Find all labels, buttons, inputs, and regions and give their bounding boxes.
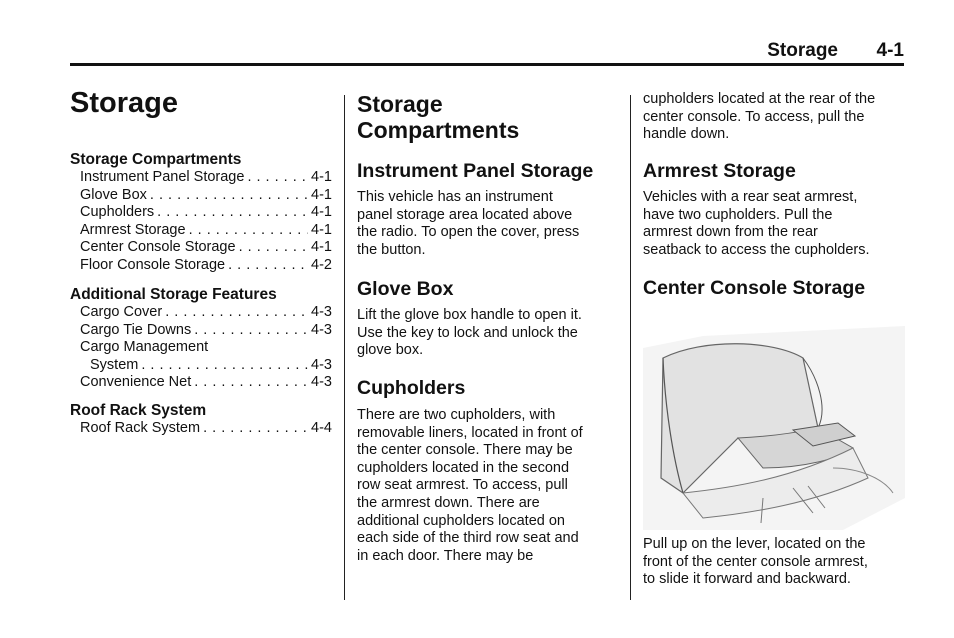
center-console-section xyxy=(643,276,905,300)
toc-entry[interactable]: Roof Rack System . . . 4-4 xyxy=(70,420,332,438)
toc-group-additional-storage xyxy=(70,286,332,392)
page-title: Storage xyxy=(70,87,178,119)
glove-box-section xyxy=(357,277,611,360)
toc-entry[interactable]: Convenience Net . . . 4-3 xyxy=(70,374,332,392)
toc-entry[interactable]: Glove Box . . . 4-1 xyxy=(70,187,332,205)
column-2 xyxy=(357,91,611,143)
paragraph: Vehicles with a rear seat armrest, have two cupholders. Pull the armrest down from the rear seatback to access the cupholders. xyxy=(643,189,870,258)
toc-entry[interactable]: Floor Console Storage . . . 4-2 xyxy=(70,257,332,275)
armrest-section xyxy=(643,159,897,259)
armrest-drawing xyxy=(643,318,905,530)
toc-entry[interactable]: Cargo Tie Downs . . . 4-3 xyxy=(70,322,332,340)
header-rule xyxy=(70,63,904,66)
subheading-center-console: Center Console Storage xyxy=(643,277,866,299)
subheading-glove-box: Glove Box xyxy=(357,278,454,300)
paragraph: Pull up on the lever, located on the front of the center console armrest, to slide it forward and backward. xyxy=(643,536,868,588)
continued-paragraph xyxy=(643,91,897,144)
subheading-cupholders: Cupholders xyxy=(357,377,466,399)
header-page-number: 4-1 xyxy=(876,40,904,61)
toc-heading: Storage Compartments xyxy=(70,151,242,168)
toc-entry[interactable]: System . . . 4-3 xyxy=(70,357,332,375)
section-heading: Storage Compartments xyxy=(357,91,520,143)
toc-heading: Additional Storage Features xyxy=(70,286,277,303)
toc-entry[interactable]: Armrest Storage . . . 4-1 xyxy=(70,222,332,240)
running-header xyxy=(70,38,904,64)
subheading-instrument-panel: Instrument Panel Storage xyxy=(357,160,594,182)
toc-entry-line1[interactable]: Cargo Management xyxy=(80,339,209,356)
toc-entry[interactable]: Instrument Panel Storage . . . 4-1 xyxy=(70,169,332,187)
column-divider-2 xyxy=(630,95,631,600)
header-section: Storage xyxy=(767,40,838,61)
subheading-armrest: Armrest Storage xyxy=(643,160,796,182)
toc-heading: Roof Rack System xyxy=(70,402,207,419)
toc-entry[interactable]: Center Console Storage . . . 4-1 xyxy=(70,239,332,257)
cupholders-section xyxy=(357,376,611,565)
paragraph: There are two cupholders, with removable liners, located in front of the center console. There may be cupholders located in the second row seat armrest. To access, pull the armrest down. There are additional cupholders located on each side of the third row seat and in each door. There may be xyxy=(357,407,583,564)
paragraph: cupholders located at the rear of the center console. To access, pull the handle down. xyxy=(643,91,876,143)
paragraph: Lift the glove box handle to open it. Use the key to lock and unlock the glove box. xyxy=(357,307,582,359)
toc-group-roof-rack xyxy=(70,402,332,438)
center-console-illustration xyxy=(643,318,905,530)
center-console-paragraph xyxy=(643,536,897,589)
toc-entry[interactable]: Cargo Cover . . . 4-3 xyxy=(70,304,332,322)
toc-group-storage-compartments xyxy=(70,151,332,275)
paragraph: This vehicle has an instrument panel storage area located above the radio. To open the cover, press the button. xyxy=(357,189,580,258)
instrument-panel-section xyxy=(357,159,611,259)
toc-entry[interactable]: Cupholders . . . 4-1 xyxy=(70,204,332,222)
column-divider-1 xyxy=(344,95,345,600)
